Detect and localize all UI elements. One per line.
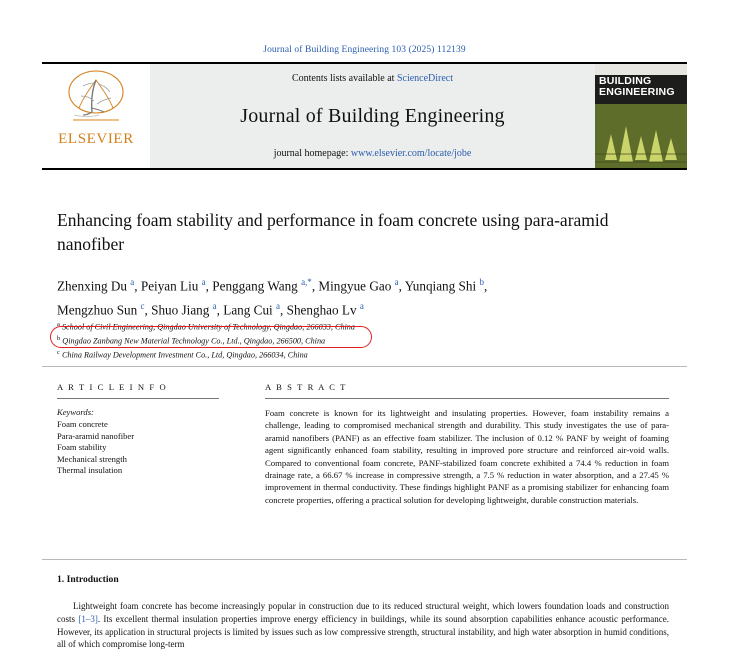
author-line-2: Mengzhuo Sun $^c$, Shuo Jiang $^a$, Lang Cui $^a$, Shenghao Lv $^a$ [57,301,364,318]
article-info-column [57,382,225,477]
paragraph-part-2: . Its excellent thermal insulation properties improve energy efficiency in buildings, while its sound absorption capabilities enhance acoustic performance. However, its application in structural projects is limited by issues such as low compressive strength, structural instability, and high water absorption in humid conditions, all of which compromise long-term [57,613,669,650]
abstract-text: Foam concrete is known for its lightweight and insulating properties. However, foam instability remains a challenge, leading to compromised mechanical strength and durability. This study investigates the use of para-aramid nanofibers (PANF) as an effective foam stabilizer. The inclusion of 0.12 % PANF by weight of foaming agent significantly enhanced foam stability, resulting in improved pore structure and reinforced air-void walls. Compared to conventional foam concrete, PANF-stabilized foam concrete exhibited a 74.4 % reduction in foam drainage rate, a 66.67 % increase in compressive strength, a 7.5 % reduction in water absorption, and a 27.45 % improvement in thermal conductivity. These findings highlight PANF as a promising stabilizer for enhancing foam concrete properties, offering a practical solution for developing lightweight, durable construction materials. [265,408,669,505]
journal-masthead [42,62,687,170]
publisher-logo [42,64,150,168]
keyword-item: Foam concrete [57,419,108,429]
cover-title-line2: ENGINEERING [599,86,675,98]
journal-homepage-link[interactable]: www.elsevier.com/locate/jobe [350,148,472,159]
elsevier-wordmark: ELSEVIER [58,131,134,147]
journal-title: Journal of Building Engineering [240,104,505,127]
divider-below-abstract [42,559,687,560]
author-list [57,272,669,321]
section-heading-introduction: 1. Introduction [57,574,119,585]
elsevier-tree-icon [59,68,133,130]
cover-title [599,76,683,98]
keyword-item: Mechanical strength [57,453,127,464]
article-info-heading: A R T I C L E I N F O [57,382,168,392]
abstract-rule [265,398,669,399]
abstract-column [265,382,669,506]
affiliation-marker: c [57,349,60,357]
sciencedirect-link[interactable]: ScienceDirect [396,73,454,84]
contents-available-line [292,73,453,84]
affiliation-item [57,347,657,361]
journal-homepage-line [274,148,472,159]
affiliation-marker: b [57,335,61,343]
journal-cover-thumbnail [595,64,687,168]
affiliation-text: School of Civil Engineering, Qingdao University of Technology, Qingdao, 266033, China [61,322,355,332]
affiliation-item [57,333,657,347]
cover-artwork [595,104,687,168]
article-title: Enhancing foam stability and performance in foam concrete using para-aramid nanofiber [57,210,609,254]
contents-prefix: Contents lists available at [291,73,397,84]
homepage-prefix: journal homepage: [273,148,351,159]
paragraph-part-1: Lightweight foam concrete has become increasingly popular in construction due to its reduced structural weight, which lowers foundation loads and construction costs [57,601,669,624]
citation-link[interactable]: [1–3] [78,613,98,624]
masthead-center [150,64,595,168]
affiliation-item [57,319,657,333]
keyword-item: Thermal insulation [57,465,123,476]
keywords-label: Keywords: [57,407,94,417]
abstract-heading: A B S T R A C T [265,382,348,392]
cover-title-line1: BUILDING [599,75,652,87]
affiliation-list [57,319,657,362]
keyword-item: Para-aramid nanofiber [57,430,135,441]
divider-above-abstract [42,366,687,367]
cover-top-bar [595,64,687,75]
affiliation-marker: a [57,321,60,328]
keyword-item: Foam stability [57,442,107,453]
author-line-1: Zhenxing Du $^a$, Peiyan Liu $^a$, Penggang Wang $^{a,*}$, Mingyue Gao $^a$, Yunqiang Shi $^b$, [57,277,488,294]
running-head: Journal of Building Engineering 103 (2025) 112139 [263,45,466,55]
affiliation-text: Qingdao Zanbang New Material Technology Co., Ltd., Qingdao, 266500, China [62,336,326,346]
article-info-rule [57,398,219,399]
keywords-list [57,419,225,477]
affiliation-text: China Railway Development Investment Co., Ltd, Qingdao, 266034, China [61,351,308,361]
introduction-paragraph [57,600,669,651]
